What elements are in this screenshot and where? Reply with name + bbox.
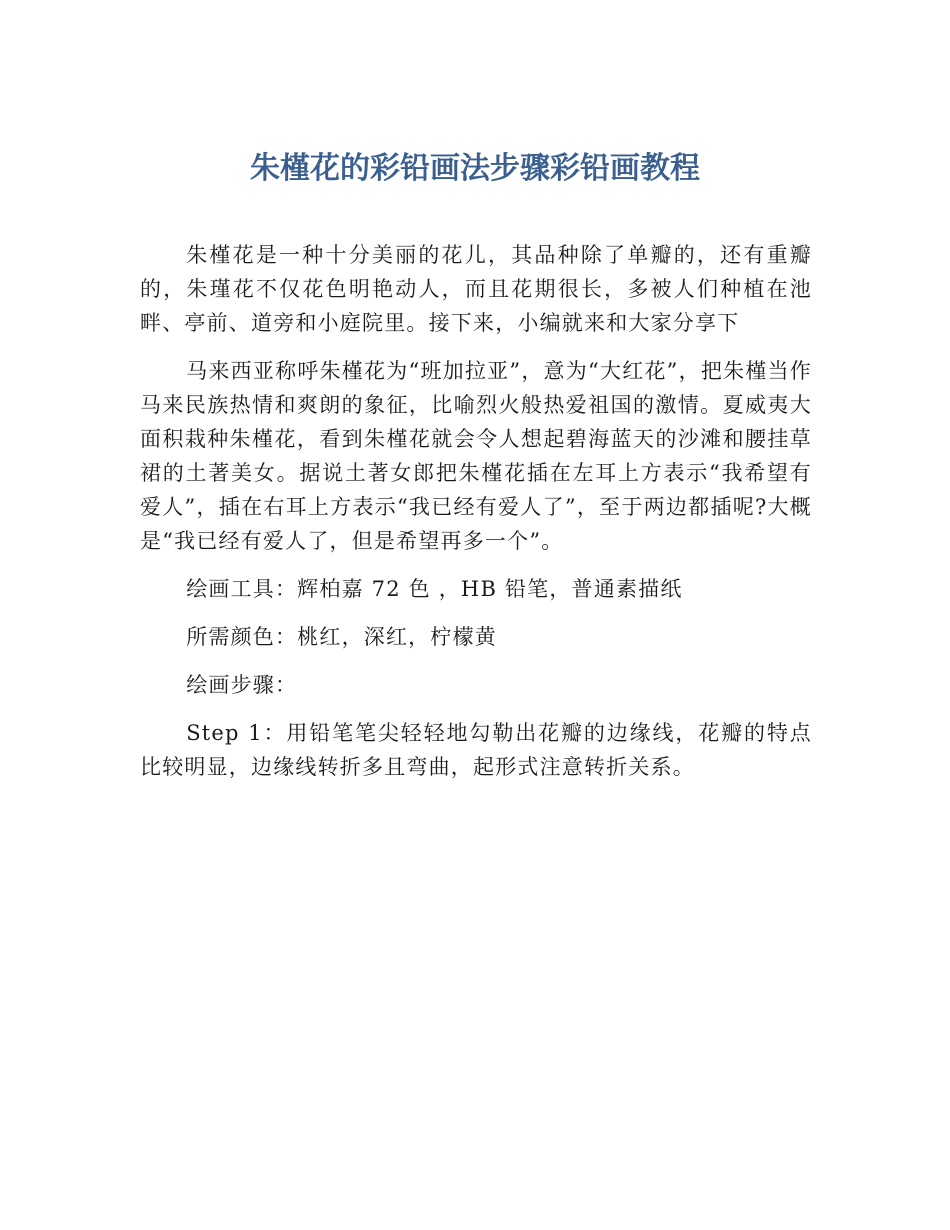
paragraph-malaysia: 马来西亚称呼朱槿花为“班加拉亚”，意为“大红花”，把朱槿当作马来民族热情和爽朗的象征，比喻烈火般热爱祖国的激情。夏威夷大面积栽种朱槿花，看到朱槿花就会令人想起碧海蓝天的沙滩和腰挂草裙的土著美女。据说土著女郎把朱槿花插在左耳上方表示“我希望有爱人”，插在右耳上方表示“我已经有爱人了”，至于两边都插呢?大概是“我已经有爱人了，但是希望再多一个”。 [140,359,812,553]
paragraph-step-1: Step 1：用铅笔笔尖轻轻地勾勒出花瓣的边缘线，花瓣的特点比较明显，边缘线转折多且弯曲，起形式注意转折关系。 [140,721,812,779]
document-title: 朱槿花的彩铅画法步骤彩铅画教程 [250,151,700,186]
paragraph-colors: 所需颜色：桃红，深红，柠檬黄 [186,625,497,649]
paragraph-tools: 绘画工具：辉柏嘉 72 色 ，HB 铅笔，普通素描纸 [186,577,683,601]
paragraph-intro: 朱槿花是一种十分美丽的花儿，其品种除了单瓣的，还有重瓣的，朱瑾花不仅花色明艳动人，而且花期很长，多被人们种植在池畔、亭前、道旁和小庭院里。接下来，小编就来和大家分享下 [140,243,812,335]
paragraph-steps-heading: 绘画步骤： [186,673,298,697]
document-body [140,238,812,798]
